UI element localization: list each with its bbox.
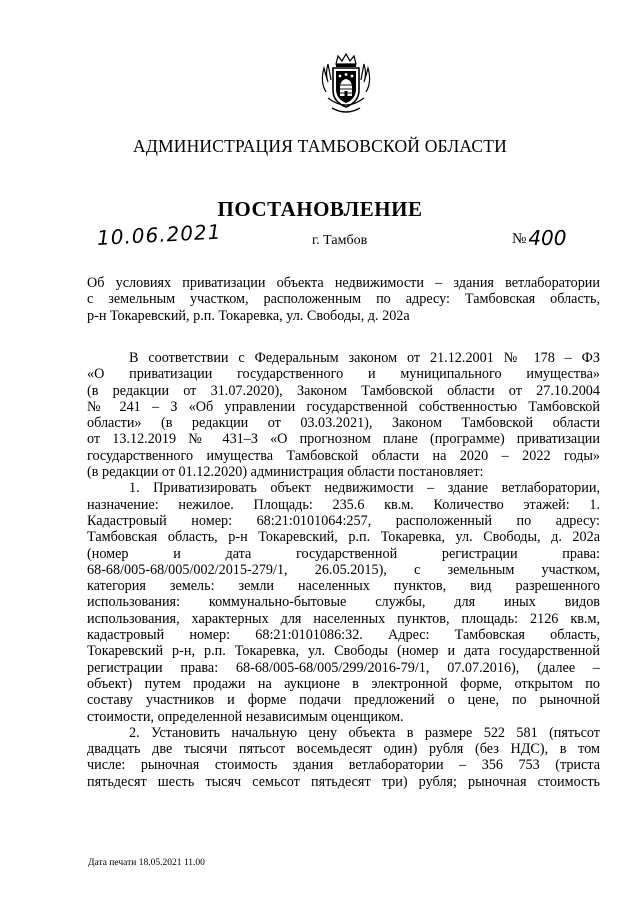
body-line: числе: рыночная стоимость здания ветлаборатории – 356 753 (триста: [87, 757, 600, 774]
document-type: ПОСТАНОВЛЕНИЕ: [217, 197, 423, 221]
body-line: объект) путем продажи на аукционе в электронной форме, открытом по: [87, 675, 600, 692]
body-line: Кадастровый номер: 68:21:0101064:257, расположенный по адресу:: [87, 512, 600, 529]
title-line: р-н Токаревский, р.п. Токаревка, ул. Свободы, д. 202а: [87, 307, 410, 324]
document-number: [512, 226, 567, 250]
body-line: 1. Приватизировать объект недвижимости – здание ветлаборатории,: [129, 480, 600, 497]
body-line: Тамбовская область, р-н Токаревский, р.п. Токаревка, ул. Свободы, д. 202а: [87, 529, 600, 546]
body-line: № 241 – З «Об управлении государственной собственностью Тамбовской: [87, 398, 600, 415]
body-line: (номер и дата государственной регистрации права:: [87, 545, 600, 562]
body-line: области» (в редакции от 03.03.2021), Законом Тамбовской области: [87, 415, 600, 432]
coat-of-arms-icon: [318, 52, 374, 118]
body-line: 2. Установить начальную цену объекта в размере 522 581 (пятьсот: [129, 724, 600, 741]
body-line: Токаревский р-н, р.п. Токаревка, ул. Свободы (номер и дата государственной: [87, 643, 600, 660]
body-line: стоимости, определенной независимым оценщиком.: [87, 708, 404, 725]
body-line: от 13.12.2019 № 431–З «О прогнозном плане (программе) приватизации: [87, 431, 600, 448]
body-line: государственного имущества Тамбовской области на 2020 – 2022 годы»: [87, 447, 600, 464]
body-line: использования, характерных для населенных пунктов, площадь: 2126 кв.м,: [87, 610, 600, 627]
number-prefix: №: [512, 231, 527, 247]
body-line: кадастровый номер: 68:21:0101086:32. Адрес: Тамбовская область,: [87, 627, 600, 644]
organization-name: АДМИНИСТРАЦИЯ ТАМБОВСКОЙ ОБЛАСТИ: [133, 136, 507, 156]
document-title: [87, 275, 600, 324]
body-line: (в редакции от 01.12.2020) администрация области постановляет:: [87, 464, 484, 481]
body-line: назначение: нежилое. Площадь: 235.6 кв.м. Количество этажей: 1.: [87, 496, 600, 513]
body-line: 68-68/005-68/005/002/2015-279/1, 26.05.2015), с земельным участком,: [87, 561, 600, 578]
body-line: категория земель: земли населенных пунктов, вид разрешенного: [87, 578, 600, 595]
body-line: регистрации права: 68-68/005-68/005/299/2016-79/1, 07.07.2016), (далее –: [87, 659, 600, 676]
print-date: Дата печати 18.05.2021 11.00: [88, 858, 205, 868]
title-line: с земельным участком, расположенным по адресу: Тамбовская область,: [87, 291, 600, 308]
title-line: Об условиях приватизации объекта недвижимости – здания ветлаборатории: [87, 275, 600, 291]
body-line: двадцать две тысячи пятьсот восемьдесят один) рубля (без НДС), в том: [87, 741, 600, 758]
body-line: «О приватизации государственного и муниципального имущества»: [87, 366, 600, 383]
body-line: пятьдесят шесть тысяч семьсот пятьдесят три) рубля; рыночная стоимость: [87, 773, 600, 790]
body-line: использования: коммунально-бытовые службы, для иных видов: [87, 594, 600, 611]
body-line: составу участников и форме подачи предложений о цене, по рыночной: [87, 692, 600, 709]
body-line: В соответствии с Федеральным законом от 21.12.2001 № 178 – ФЗ: [129, 350, 600, 366]
body-line: (в редакции от 31.07.2020), Законом Тамбовской области от 27.10.2004: [87, 382, 600, 399]
document-body: [87, 350, 600, 790]
document-date: 10.06.2021: [96, 219, 222, 250]
number-value: 400: [528, 226, 567, 250]
document-city: г. Тамбов: [312, 233, 368, 248]
